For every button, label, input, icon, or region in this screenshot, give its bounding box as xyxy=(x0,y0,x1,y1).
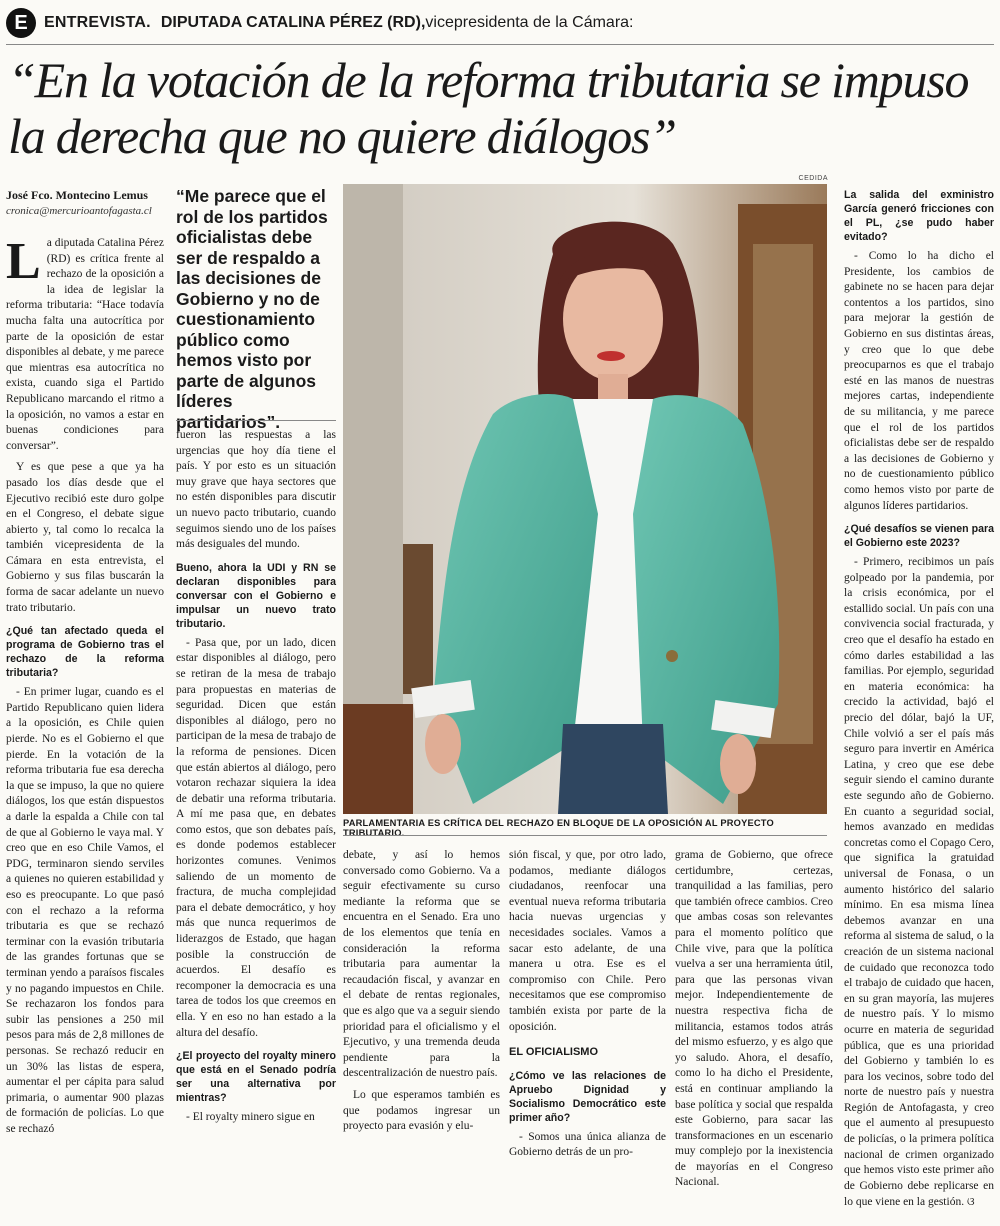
headline: “En la votación de la reforma tributaria se impuso la derecha que no quiere diálogos” xyxy=(8,52,969,164)
end-mark-icon: ଓ xyxy=(966,1195,975,1209)
question: La salida del exministro García generó fricciones con el PL, ¿se pudo haber evitado? xyxy=(844,189,994,243)
pull-quote-divider xyxy=(176,420,336,421)
answer: - En primer lugar, cuando es el Partido Republicano quien lidera a la oposición, es Chile quien pierde. No es el Gobierno el que pierde. En la votación de la reforma tributaria fue esa derecha la que se impuso, la que no quiere diálogos, los que están dispuestos a darle la espalda a Chile con tal de que al Gobierno le vaya mal. Y creo que en eso Chile Vamos, el PDG, terminaron siendo serviles a quienes no quieren estabilidad y eso es preocupante. Lo que pasó con el rechazo a la reforma tributaria es que se rechazó terminar con la evasión tributaria de las grandes fortunas que se terminan yendo a paraísos fiscales y no pagando impuestos en Chile. Se rechazaron los fondos para subir las pensiones a 250 mil pesos para más de 2,8 millones de personas. Se rechazó reducir en un 30% las listas de espera, aumentar el per cápita para salud primaria, o aumentar 900 plazas de formación de policías. Lo que se rechazó xyxy=(6,686,164,1135)
column-2 xyxy=(176,428,336,1132)
answer-text: - Primero, recibimos un país golpeado por la pandemia, por la crisis económica, por el estallido social. Un país con una convivencia social fracturada, y creo que el desafío ha estado en cómo darles estabilidad a las familias. Por ejemplo, seguridad en materia económica: ha crecido la actividad, bajó el precio del dólar, bajó la UF, Chile volvió a ser el país más seguro para invertir en América Latina, y creo que ese debe seguir siendo el camino durante este segundo año de Gobierno. En cuanto a seguridad social, hemos avanzado en medidas concretas como el Copago Cero, que significa la gratuidad universal de Fonasa, o un aumento histórico del salario mínimo. En esa misma línea debemos avanzar en una reforma al sistema de salud, o la creación de un sistema nacional de cuidado que reconozca todo el trabajo de cuidado que hacen, en su gran mayoría, las mujeres de nuestro país. Y lo mismo ocurre en materia de seguridad pública, que es una prioridad del Gobierno y también lo es para los vecinos, sobre todo del norte de nuestro país y nuestra Región de Antofagasta, y creo que el aumento al presupuesto de policías, o la primera política nacional de crimen organizado que hemos visto este primer año de Gobierno debe replicarse en lo que viene en la gestión. xyxy=(844,556,994,1209)
lead-text: a diputada Catalina Pérez (RD) es crítica frente al rechazo de la oposición a la idea de legislar la reforma tributaria: “Hace todavía mucha falta una autocrítica por parte de la oposición de estar disponibles al debate, y me parece que mientras esa autocrítica no exista, cuando siga el Partido Republicano marcando el ritmo a la oposición, no vamos a estar en buenas condiciones para conversar”. xyxy=(6,237,164,452)
column-3 xyxy=(343,848,500,1141)
interviewee-name: DIPUTADA CATALINA PÉREZ (RD), xyxy=(160,14,426,31)
answer: - Somos una única alianza de Gobierno detrás de un pro- xyxy=(509,1130,666,1159)
paragraph: grama de Gobierno, que ofrece certidumbre, certezas, tranquilidad a las familias, pero que también ofrece cambios. Creo que ambas cosas son relevantes para el momento político que Chile vive, para que la política vuelva a ser una herramienta útil, para que las personas vivan mejor. Independientemente de nuestra respectiva ficha de militancia, estamos todos atrás del mismo esfuerzo, y es algo que yo saludo. Ahora, el desafío, como lo ha dicho el Presidente, está en continuar ampliando la base política y social que respalda este Gobierno, para sacar las transformaciones en un escenario muy complejo por la inexistencia de mayorías en el Congreso Nacional. xyxy=(675,849,833,1189)
section-badge: E xyxy=(6,8,36,38)
section-label: ENTREVISTA. xyxy=(44,14,151,31)
question: ¿Cómo ve las relaciones de Apruebo Dignidad y Socialismo Democrático este primer año? xyxy=(509,1069,666,1124)
section-header xyxy=(6,6,634,40)
answer: - El royalty minero sigue en xyxy=(186,1111,315,1124)
portrait-illustration xyxy=(343,184,827,814)
column-4 xyxy=(509,848,666,1167)
drop-cap: L xyxy=(6,233,41,290)
answer: - Pasa que, por un lado, dicen estar disponibles al diálogo, pero se retiran de la mesa de trabajo para propuestas en materias de seguridad. Dicen que están disponibles al diálogo, pero no participan de la mesa de trabajo de la reforma de pensiones. Dicen que están abiertos al diálogo, pero votaron rechazar siquiera la idea de debatir una reforma tributaria. A mí me pasa que, en debates como estos, que son debates país, es donde podemos establecer horizontes comunes. Venimos saliendo de un momento de fractura, de mucha complejidad para el debate democrático, y hoy más que nunca requerimos de liderazgos de Estado, que hagan posible la construcción de acuerdos. El desafío es recomponer la democracia es una tarea de todos los que creemos en ella. Y en eso no han estado a la altura del desafío. xyxy=(176,636,336,1039)
paragraph: Y es que pese a que ya ha pasado los días desde que el Ejecutivo recibió este duro golpe en el Congreso, el debate sigue abierto y, tal como lo recalca la también vicepresidenta de la Cámara en esta entrevista, el Gobierno y sus filas buscarán la forma de sacar adelante un nuevo trato tributario. xyxy=(6,461,164,614)
interviewee-role: vicepresidenta de la Cámara: xyxy=(425,14,634,31)
paragraph: sión fiscal, y que, por otro lado, podamos, mediante diálogos ciudadanos, reenfocar una eventual nueva reforma tributaria hacia nuevas urgencias y necesidades sociales. Vamos a sacar esto adelante, de una manera u otra. Ese es el compromiso con Chile. Pero necesitamos que ese compromiso también exista por parte de la oposición. xyxy=(509,849,666,1033)
answer xyxy=(844,555,994,1211)
lead-paragraph xyxy=(6,233,164,454)
author-email[interactable]: cronica@mercurioantofagasta.cl xyxy=(6,205,152,217)
answer: - Como lo ha dicho el Presidente, los cambios de gabinete no se hacen para dejar contentos a los partidos, sino para mejorar la gestión de Gobierno en sus distintas áreas, y creo que lo que debe preocuparnos es que el trabajo esté en las manos de nuestras mejores cartas, independiente de su militancia, y me parece que el rol de los partidos oficialistas debe ser de respaldo a las decisiones de Gobierno y no de cuestionamiento público como hemos visto por parte de algunos líderes partidarios. xyxy=(844,250,994,512)
column-5 xyxy=(675,848,833,1197)
byline xyxy=(6,188,166,217)
question: ¿Qué desafíos se vienen para el Gobierno este 2023? xyxy=(844,523,994,550)
question: Bueno, ahora la UDI y RN se declaran disponibles para conversar con el Gobierno e impulsar un nuevo trato tributario. xyxy=(176,561,336,630)
author-name: José Fco. Montecino Lemus xyxy=(6,188,148,202)
question: ¿El proyecto del royalty minero que está en el Senado podría ser una alternativa por mientras? xyxy=(176,1050,336,1105)
column-1 xyxy=(6,233,164,1143)
paragraph: fueron las respuestas a las urgencias que hoy día tiene el país. Y por esto es un situación muy grave que haya sectores que no estén disponibles para discutir un nuevo pacto tributario, cuando seguimos siendo uno de los países más desiguales del mundo. xyxy=(176,429,336,551)
caption-divider xyxy=(343,835,827,836)
column-6 xyxy=(844,188,994,1217)
paragraph: debate, y así lo hemos conversado como Gobierno. Va a seguir efectivamente su curso mediante la reforma que se encuentra en el Senado. Era uno de los elementos que tenía en consideración la reforma tributaria para aumentar la recaudación fiscal, y avanzar en el debate de rentas regionales, que es algo que va a seguir siendo prioridad para el oficialismo y el Ejecutivo, y una tremenda deuda pendiente para la descentralización de nuestro país. xyxy=(343,849,500,1080)
question: ¿Qué tan afectado queda el programa de Gobierno tras el rechazo de la reforma tributaria? xyxy=(6,625,164,680)
photo-credit: CEDIDA xyxy=(798,175,828,182)
portrait-photo xyxy=(343,184,827,814)
subhead: EL OFICIALISMO xyxy=(509,1046,599,1059)
photo-caption: PARLAMENTARIA ES CRÍTICA DEL RECHAZO EN BLOQUE DE LA OPOSICIÓN AL PROYECTO TRIBUTARIO. xyxy=(343,818,774,838)
pull-quote: “Me parece que el rol de los partidos oficialistas debe ser de respaldo a las decisiones de Gobierno y no de cuestionamiento público como hemos visto por parte de algunos líderes partidarios”. xyxy=(176,186,328,432)
header-divider xyxy=(6,44,994,45)
paragraph: Lo que esperamos también es que podamos ingresar un proyecto para evasión y elu- xyxy=(343,1088,500,1133)
